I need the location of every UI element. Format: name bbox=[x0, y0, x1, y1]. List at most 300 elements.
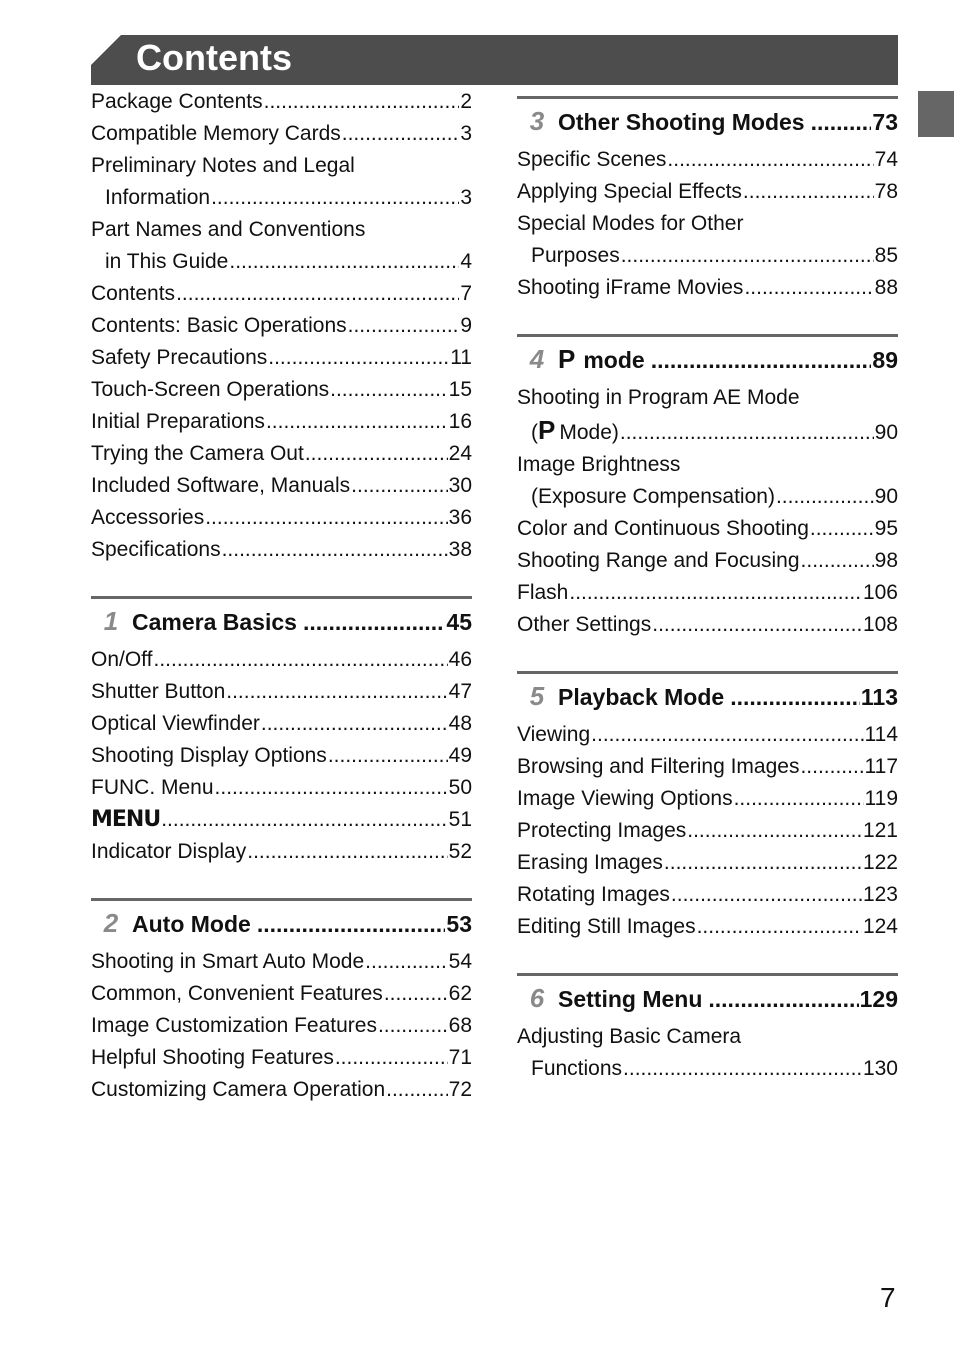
toc-entry-page: 114 bbox=[864, 723, 898, 746]
toc-entry-title bbox=[517, 847, 663, 879]
toc-entry-row bbox=[517, 847, 898, 879]
dot-leader bbox=[229, 246, 459, 278]
dot-leader bbox=[664, 847, 862, 879]
toc-entry-text: Image Viewing Options bbox=[517, 787, 733, 810]
toc-entry-text: Trying the Camera Out bbox=[91, 442, 304, 465]
toc-entry-title bbox=[91, 406, 265, 438]
toc-entry[interactable] bbox=[91, 644, 472, 676]
toc-entry-row bbox=[517, 513, 898, 545]
toc-entry-text: Mode) bbox=[559, 421, 619, 444]
section-heading-title bbox=[517, 343, 645, 376]
toc-entry-page: 49 bbox=[448, 744, 472, 767]
chapter-number: 1 bbox=[103, 606, 119, 636]
toc-entry-text: Safety Precautions bbox=[91, 346, 268, 369]
toc-entry-title bbox=[517, 577, 568, 609]
toc-entry-row bbox=[91, 502, 472, 534]
dot-leader bbox=[215, 772, 448, 804]
toc-entry-text: Contents bbox=[91, 282, 176, 305]
program-mode-icon: P bbox=[558, 344, 576, 374]
toc-entry[interactable] bbox=[91, 214, 472, 278]
toc-entry-title bbox=[91, 1010, 377, 1042]
section-title-text: Camera Basics bbox=[132, 609, 297, 635]
chapter-side-tab bbox=[918, 91, 954, 137]
dot-leader bbox=[348, 310, 460, 342]
toc-entry-row bbox=[517, 272, 898, 304]
dot-leader bbox=[264, 86, 460, 118]
toc-entry-row bbox=[91, 978, 472, 1010]
toc-entry[interactable] bbox=[91, 1010, 472, 1042]
toc-entry-page: 130 bbox=[862, 1057, 898, 1080]
toc-entry-page: 123 bbox=[862, 883, 898, 906]
chapter-number: 5 bbox=[529, 681, 545, 711]
toc-entry-text: Shooting iFrame Movies bbox=[517, 276, 744, 299]
toc-entry-text: in This Guide bbox=[105, 250, 229, 273]
toc-entry-text: Compatible Memory Cards bbox=[91, 122, 341, 145]
toc-entry-text: Viewing bbox=[517, 723, 591, 746]
toc-entry-title bbox=[91, 708, 260, 740]
toc-entry-row bbox=[517, 414, 898, 449]
toc-entry-page: 7 bbox=[460, 282, 472, 305]
toc-entry[interactable] bbox=[517, 815, 898, 847]
toc-entry-text: Color and Continuous Shooting bbox=[517, 517, 809, 540]
toc-entry-row bbox=[517, 545, 898, 577]
toc-entry[interactable] bbox=[517, 719, 898, 751]
toc-entry-title bbox=[517, 719, 590, 751]
toc-entry-page: 51 bbox=[448, 808, 472, 831]
toc-entry-row bbox=[517, 577, 898, 609]
toc-entry[interactable] bbox=[91, 534, 472, 566]
toc-entry-title bbox=[91, 438, 304, 470]
toc-entry-row bbox=[517, 609, 898, 641]
left-column bbox=[91, 86, 472, 1106]
section-heading[interactable] bbox=[517, 334, 898, 376]
toc-entry-title bbox=[531, 481, 775, 513]
toc-entry-title bbox=[517, 609, 651, 641]
toc-entry-title bbox=[91, 644, 152, 676]
toc-entry-text: FUNC. Menu bbox=[91, 776, 214, 799]
dot-leader bbox=[153, 644, 447, 676]
toc-entry[interactable] bbox=[91, 676, 472, 708]
dot-leader bbox=[384, 978, 448, 1010]
toc-entry-page: 74 bbox=[874, 148, 898, 171]
toc-entry-page: 36 bbox=[448, 506, 472, 529]
toc-entry-text: Accessories bbox=[91, 506, 205, 529]
toc-entry-page: 122 bbox=[862, 851, 898, 874]
toc-entry-text: Flash bbox=[517, 581, 569, 604]
dot-leader bbox=[744, 272, 873, 304]
toc-entry-row bbox=[91, 534, 472, 566]
section-page: 73 bbox=[872, 109, 898, 135]
section-heading[interactable] bbox=[517, 973, 898, 1015]
toc-entry[interactable] bbox=[517, 545, 898, 577]
dot-leader bbox=[351, 470, 447, 502]
toc-entry-page: 38 bbox=[448, 538, 472, 561]
dot-leader bbox=[697, 911, 862, 943]
toc-entry[interactable] bbox=[91, 438, 472, 470]
dot-leader bbox=[730, 681, 860, 713]
toc-entry[interactable] bbox=[91, 310, 472, 342]
toc-entry-title bbox=[91, 978, 383, 1010]
dot-leader bbox=[621, 240, 874, 272]
title-corner-notch bbox=[91, 35, 121, 65]
dot-leader bbox=[620, 417, 874, 449]
section-page: 113 bbox=[860, 684, 898, 710]
toc-entry-row bbox=[517, 719, 898, 751]
toc-entry-title bbox=[91, 278, 175, 310]
toc-entry-row bbox=[91, 86, 472, 118]
toc-entry-page: 30 bbox=[448, 474, 472, 497]
toc-entry-row bbox=[91, 676, 472, 708]
toc-entry-page: 85 bbox=[874, 244, 898, 267]
toc-entry-text: Functions bbox=[531, 1057, 623, 1080]
section-title-text: Playback Mode bbox=[558, 684, 725, 710]
toc-entry-text: Touch-Screen Operations bbox=[91, 378, 330, 401]
toc-entry-text: (Exposure Compensation) bbox=[531, 485, 775, 508]
toc-entry-row bbox=[517, 783, 898, 815]
toc-entry-title bbox=[91, 740, 327, 772]
toc-entry-row bbox=[91, 836, 472, 868]
toc-entry-page: 9 bbox=[460, 314, 472, 337]
toc-entry-line1: Part Names and Conventions bbox=[91, 218, 366, 241]
dot-leader bbox=[257, 908, 446, 940]
toc-entry[interactable] bbox=[91, 1074, 472, 1106]
toc-entry-page: 2 bbox=[460, 90, 472, 113]
toc-entry-title bbox=[91, 534, 221, 566]
toc-entry-text: Package Contents bbox=[91, 90, 263, 113]
toc-entry[interactable] bbox=[517, 272, 898, 304]
toc-entry-text: Contents: Basic Operations bbox=[91, 314, 347, 337]
toc-entry-page: 3 bbox=[460, 122, 472, 145]
toc-entry-text: Purposes bbox=[531, 244, 620, 267]
toc-entry[interactable] bbox=[517, 879, 898, 911]
toc-entry-page: 46 bbox=[448, 648, 472, 671]
toc-entry-text: Specifications bbox=[91, 538, 221, 561]
toc-entry-row bbox=[91, 118, 472, 150]
toc-entry[interactable] bbox=[91, 836, 472, 868]
toc-entry[interactable] bbox=[91, 118, 472, 150]
toc-entry-row bbox=[91, 644, 472, 676]
section-heading[interactable] bbox=[517, 671, 898, 713]
toc-entry-text: Editing Still Images bbox=[517, 915, 696, 938]
toc-entry-page: 108 bbox=[862, 613, 898, 636]
toc-entry-row bbox=[517, 240, 898, 272]
section-heading-title bbox=[517, 982, 702, 1015]
toc-entry-page: 78 bbox=[874, 180, 898, 203]
chapter-number: 3 bbox=[529, 106, 545, 136]
toc-entry-page: 3 bbox=[460, 186, 472, 209]
dot-leader bbox=[569, 577, 862, 609]
toc-entry-page: 124 bbox=[862, 915, 898, 938]
toc-entry-text: Erasing Images bbox=[517, 851, 663, 874]
toc-entry-title bbox=[105, 182, 210, 214]
toc-entry-title bbox=[91, 772, 214, 804]
dot-leader bbox=[800, 751, 863, 783]
dot-leader bbox=[211, 182, 459, 214]
toc-entry-line1: Preliminary Notes and Legal bbox=[91, 154, 355, 177]
toc-entry[interactable] bbox=[517, 609, 898, 641]
toc-entry-row bbox=[91, 708, 472, 740]
section-title-text: Setting Menu bbox=[558, 986, 703, 1012]
dot-leader bbox=[708, 983, 858, 1015]
toc-entry-page: 90 bbox=[874, 421, 898, 444]
toc-entry[interactable] bbox=[91, 342, 472, 374]
toc-entry[interactable] bbox=[517, 847, 898, 879]
section-heading-title bbox=[517, 680, 724, 713]
toc-entry-row bbox=[91, 804, 472, 836]
toc-entry-line1: Shooting in Program AE Mode bbox=[517, 386, 800, 409]
toc-entry-row bbox=[91, 740, 472, 772]
toc-entry-row bbox=[91, 246, 472, 278]
toc-entry-title bbox=[91, 804, 160, 836]
toc-entry[interactable] bbox=[517, 577, 898, 609]
toc-entry[interactable] bbox=[91, 804, 472, 836]
toc-entry[interactable] bbox=[91, 772, 472, 804]
toc-entry-title bbox=[517, 176, 742, 208]
dot-leader bbox=[266, 406, 448, 438]
dot-leader bbox=[651, 344, 872, 376]
dot-leader bbox=[671, 879, 862, 911]
toc-entry[interactable] bbox=[91, 708, 472, 740]
toc-entry-title bbox=[91, 836, 246, 868]
toc-entry-row bbox=[517, 176, 898, 208]
toc-entry-page: 16 bbox=[448, 410, 472, 433]
dot-leader bbox=[811, 106, 872, 138]
toc-entry-page: 54 bbox=[448, 950, 472, 973]
menu-icon: MENU bbox=[91, 807, 161, 832]
dot-leader bbox=[330, 374, 448, 406]
section-page: 89 bbox=[872, 347, 898, 373]
toc-entry-title bbox=[517, 783, 733, 815]
toc-entry-title bbox=[91, 86, 263, 118]
toc-entry-row bbox=[517, 144, 898, 176]
toc-entry-row bbox=[91, 470, 472, 502]
section-title-text: mode bbox=[583, 347, 645, 373]
toc-entry[interactable] bbox=[517, 144, 898, 176]
toc-entry-page: 90 bbox=[874, 485, 898, 508]
toc-entry-text: Included Software, Manuals bbox=[91, 474, 351, 497]
toc-entry-title bbox=[517, 751, 799, 783]
toc-entry-page: 106 bbox=[862, 581, 898, 604]
toc-entry-page: 71 bbox=[448, 1046, 472, 1069]
dot-leader bbox=[342, 118, 460, 150]
toc-entry-page: 88 bbox=[874, 276, 898, 299]
toc-entry-row bbox=[91, 772, 472, 804]
toc-entry[interactable] bbox=[91, 740, 472, 772]
toc-entry-text: Information bbox=[105, 186, 211, 209]
dot-leader bbox=[623, 1053, 862, 1085]
paren-open: ( bbox=[531, 421, 538, 444]
toc-entry-line1: Special Modes for Other bbox=[517, 212, 744, 235]
section-page: 53 bbox=[446, 911, 472, 937]
chapter-number: 4 bbox=[529, 344, 545, 374]
toc-entry[interactable] bbox=[517, 208, 898, 272]
dot-leader bbox=[687, 815, 862, 847]
section-page: 45 bbox=[446, 609, 472, 635]
dot-leader bbox=[205, 502, 447, 534]
page-title: Contents bbox=[136, 37, 292, 78]
toc-entry[interactable] bbox=[517, 176, 898, 208]
dot-leader bbox=[810, 513, 874, 545]
toc-entry-page: 62 bbox=[448, 982, 472, 1005]
toc-entry-page: 117 bbox=[864, 755, 898, 778]
section-heading[interactable] bbox=[517, 96, 898, 138]
toc-entry-text: Initial Preparations bbox=[91, 410, 265, 433]
toc-entry-page: 95 bbox=[874, 517, 898, 540]
toc-entry-line1: Adjusting Basic Camera bbox=[517, 1025, 742, 1048]
toc-entry-line1: Image Brightness bbox=[517, 453, 681, 476]
toc-entry-page: 48 bbox=[448, 712, 472, 735]
toc-entry[interactable] bbox=[91, 278, 472, 310]
toc-entry-title bbox=[91, 374, 329, 406]
toc-entry[interactable] bbox=[91, 1042, 472, 1074]
toc-entry-title bbox=[517, 513, 809, 545]
dot-leader bbox=[305, 438, 448, 470]
toc-entry-page: 52 bbox=[448, 840, 472, 863]
toc-entry-page: 98 bbox=[874, 549, 898, 572]
dot-leader bbox=[303, 606, 445, 638]
dot-leader bbox=[378, 1010, 448, 1042]
toc-entry-row bbox=[517, 481, 898, 513]
toc-entry-title bbox=[517, 815, 686, 847]
toc-entry-page: 24 bbox=[448, 442, 472, 465]
toc-entry-row bbox=[91, 1010, 472, 1042]
toc-entry-title bbox=[91, 310, 347, 342]
toc-entry-text: Rotating Images bbox=[517, 883, 670, 906]
dot-leader bbox=[335, 1042, 448, 1074]
toc-entry[interactable] bbox=[91, 978, 472, 1010]
toc-entry-page: 47 bbox=[448, 680, 472, 703]
toc-entry-title bbox=[531, 414, 619, 449]
section-heading[interactable] bbox=[91, 596, 472, 638]
toc-entry-row bbox=[517, 815, 898, 847]
section-title-text: Auto Mode bbox=[132, 911, 251, 937]
toc-entry-text: Shooting in Smart Auto Mode bbox=[91, 950, 365, 973]
toc-entry-text: Shooting Range and Focusing bbox=[517, 549, 800, 572]
toc-entry-row bbox=[91, 342, 472, 374]
toc-entry-title bbox=[91, 676, 225, 708]
toc-entry-page: 68 bbox=[448, 1014, 472, 1037]
toc-entry-row bbox=[517, 751, 898, 783]
toc-entry-text: Image Customization Features bbox=[91, 1014, 377, 1037]
section-title-text: Other Shooting Modes bbox=[558, 109, 805, 135]
dot-leader bbox=[801, 545, 874, 577]
dot-leader bbox=[734, 783, 864, 815]
dot-leader bbox=[268, 342, 449, 374]
toc-entry-page: 72 bbox=[448, 1078, 472, 1101]
toc-entry[interactable] bbox=[517, 1021, 898, 1085]
dot-leader bbox=[328, 740, 448, 772]
toc-entry-row bbox=[91, 182, 472, 214]
toc-entry-text: Browsing and Filtering Images bbox=[517, 755, 800, 778]
toc-entry-title bbox=[517, 144, 666, 176]
toc-entry-title bbox=[91, 118, 341, 150]
toc-entry-row bbox=[517, 1053, 898, 1085]
toc-entry[interactable] bbox=[91, 946, 472, 978]
toc-entry-page: 50 bbox=[448, 776, 472, 799]
dot-leader bbox=[652, 609, 862, 641]
toc-entry-page: 121 bbox=[862, 819, 898, 842]
toc-entry-text: Applying Special Effects bbox=[517, 180, 742, 203]
dot-leader bbox=[365, 946, 447, 978]
toc-entry-text: Other Settings bbox=[517, 613, 652, 636]
toc-entry[interactable] bbox=[517, 449, 898, 513]
chapter-number: 6 bbox=[529, 983, 545, 1013]
dot-leader bbox=[261, 708, 448, 740]
toc-entry-title bbox=[531, 1053, 622, 1085]
section-heading-title bbox=[91, 907, 251, 940]
toc-entry-row bbox=[91, 946, 472, 978]
section-page: 129 bbox=[859, 986, 898, 1012]
toc-entry-row bbox=[91, 438, 472, 470]
toc-entry-page: 119 bbox=[864, 787, 898, 810]
dot-leader bbox=[776, 481, 874, 513]
toc-entry-text: Specific Scenes bbox=[517, 148, 667, 171]
dot-leader bbox=[247, 836, 447, 868]
toc-entry[interactable] bbox=[91, 86, 472, 118]
toc-entry[interactable] bbox=[91, 470, 472, 502]
dot-leader bbox=[667, 144, 873, 176]
toc-entry[interactable] bbox=[517, 783, 898, 815]
toc-entry[interactable] bbox=[517, 751, 898, 783]
dot-leader bbox=[591, 719, 863, 751]
toc-entry-text: Optical Viewfinder bbox=[91, 712, 260, 735]
toc-entry-title bbox=[91, 342, 267, 374]
dot-leader bbox=[226, 676, 447, 708]
right-column bbox=[517, 86, 898, 1085]
toc-entry-page: 15 bbox=[448, 378, 472, 401]
toc-entry-row bbox=[91, 374, 472, 406]
toc-entry-text: Shooting Display Options bbox=[91, 744, 327, 767]
toc-entry-row bbox=[517, 879, 898, 911]
section-heading[interactable] bbox=[91, 898, 472, 940]
toc-entry-title bbox=[91, 946, 364, 978]
toc-entry-title bbox=[91, 1074, 385, 1106]
toc-entry-row bbox=[91, 1074, 472, 1106]
toc-entry[interactable] bbox=[91, 406, 472, 438]
toc-entry[interactable] bbox=[91, 150, 472, 214]
toc-entry-text: Helpful Shooting Features bbox=[91, 1046, 334, 1069]
toc-entry-title bbox=[531, 240, 620, 272]
dot-leader bbox=[161, 804, 447, 836]
toc-entry[interactable] bbox=[91, 502, 472, 534]
toc-entry[interactable] bbox=[91, 374, 472, 406]
toc-entry-text: Indicator Display bbox=[91, 840, 247, 863]
toc-entry-title bbox=[517, 879, 670, 911]
toc-entry[interactable] bbox=[517, 911, 898, 943]
toc-entry-title bbox=[91, 470, 350, 502]
toc-entry[interactable] bbox=[517, 382, 898, 449]
section-heading-title bbox=[91, 605, 297, 638]
toc-entry-row bbox=[91, 278, 472, 310]
toc-entry-text: Protecting Images bbox=[517, 819, 687, 842]
contents-title-bar bbox=[91, 35, 898, 85]
toc-entry-row bbox=[91, 1042, 472, 1074]
toc-entry-title bbox=[91, 502, 204, 534]
toc-entry-title bbox=[517, 911, 696, 943]
chapter-number: 2 bbox=[103, 908, 119, 938]
dot-leader bbox=[386, 1074, 448, 1106]
program-mode-icon: P bbox=[538, 415, 556, 445]
toc-entry-text: Common, Convenient Features bbox=[91, 982, 383, 1005]
toc-entry-page: 11 bbox=[450, 346, 472, 369]
toc-entry-text: On/Off bbox=[91, 648, 153, 671]
toc-entry-title bbox=[517, 272, 743, 304]
toc-entry[interactable] bbox=[517, 513, 898, 545]
dot-leader bbox=[743, 176, 874, 208]
section-heading-title bbox=[517, 105, 805, 138]
toc-entry-text: Customizing Camera Operation bbox=[91, 1078, 386, 1101]
toc-entry-row bbox=[91, 310, 472, 342]
